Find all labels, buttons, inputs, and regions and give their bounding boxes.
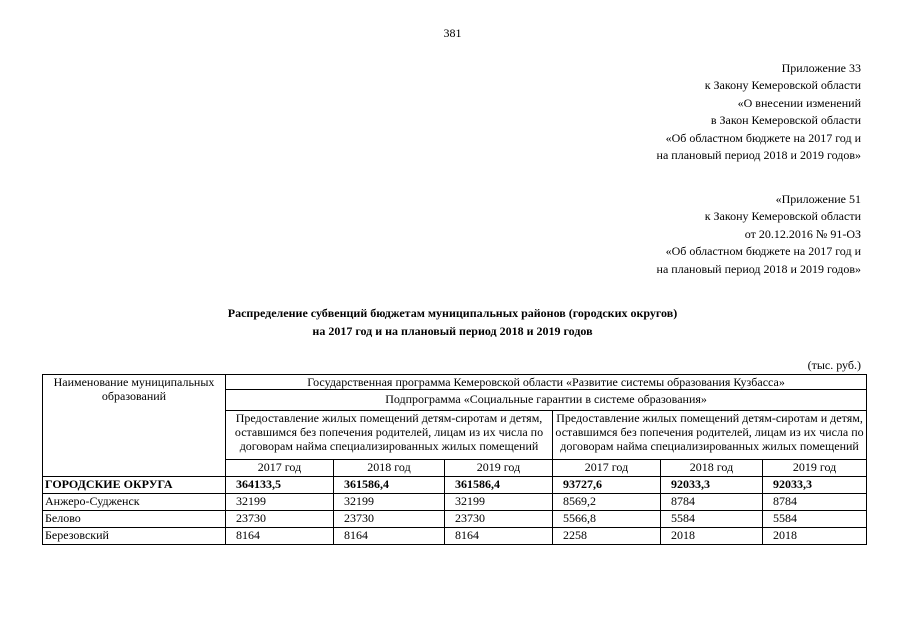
- row-name-cell: Анжеро-Судженск: [43, 494, 226, 511]
- value-cell: 361586,4: [445, 477, 553, 494]
- value-cell: 23730: [445, 511, 553, 528]
- appendix-33-line: к Закону Кемеровской области: [704, 78, 861, 93]
- year-header-cell: 2017 год: [226, 460, 334, 477]
- table-row: [43, 477, 867, 494]
- row-name-cell: Березовский: [43, 528, 226, 545]
- year-header-cell: 2019 год: [763, 460, 867, 477]
- value-cell: 2258: [553, 528, 661, 545]
- header-row-program: [43, 375, 867, 390]
- subvention-table: [42, 374, 867, 545]
- value-cell: 8569,2: [553, 494, 661, 511]
- value-cell: 32199: [226, 494, 334, 511]
- value-cell: 8164: [445, 528, 553, 545]
- page-number: 381: [443, 26, 462, 40]
- appendix-51-line: «Об областном бюджете на 2017 год и: [665, 244, 861, 259]
- value-cell: 8164: [334, 528, 445, 545]
- appendix-33-line: на плановый период 2018 и 2019 годов»: [656, 148, 861, 163]
- document-title: [0, 304, 905, 340]
- value-cell: 8164: [226, 528, 334, 545]
- table-row: [43, 494, 867, 511]
- appendix-33-line: Приложение 33: [781, 61, 861, 75]
- appendix-33-block: [657, 60, 861, 164]
- appendix-33-line: «Об областном бюджете на 2017 год и: [665, 130, 861, 145]
- program-header-cell: Государственная программа Кемеровской области «Развитие системы образования Кузбасса»: [226, 375, 867, 390]
- value-cell: 92033,3: [763, 477, 867, 494]
- value-cell: 8784: [763, 494, 867, 511]
- table-row: [43, 528, 867, 545]
- appendix-51-line: «Приложение 51: [775, 192, 861, 206]
- year-header-cell: 2017 год: [553, 460, 661, 477]
- year-header-cell: 2018 год: [661, 460, 763, 477]
- appendix-51-line: от 20.12.2016 № 91-ОЗ: [744, 226, 861, 241]
- value-cell: 23730: [226, 511, 334, 528]
- value-cell: 2018: [763, 528, 867, 545]
- value-cell: 93727,6: [553, 477, 661, 494]
- value-cell: 361586,4: [334, 477, 445, 494]
- value-cell: 5584: [763, 511, 867, 528]
- row-name-cell: ГОРОДСКИЕ ОКРУГА: [43, 477, 226, 494]
- value-cell: 2018: [661, 528, 763, 545]
- value-cell: 8784: [661, 494, 763, 511]
- appendix-33-line: в Закон Кемеровской области: [710, 113, 861, 128]
- table-row: [43, 511, 867, 528]
- value-cell: 92033,3: [661, 477, 763, 494]
- value-cell: 5584: [661, 511, 763, 528]
- year-header-cell: 2019 год: [445, 460, 553, 477]
- appendix-51-block: [657, 191, 861, 278]
- row-name-cell: Белово: [43, 511, 226, 528]
- value-cell: 32199: [445, 494, 553, 511]
- group-1-header-cell: Предоставление жилых помещений детям-сиротам и детям, оставшимся без попечения родителей, лицам из их числа по договорам найма специализированных жилых помещений: [226, 411, 553, 460]
- appendix-51-line: к Закону Кемеровской области: [704, 209, 861, 224]
- appendix-33-line: «О внесении изменений: [737, 95, 861, 110]
- units-label: (тыс. руб.): [807, 358, 861, 372]
- name-header-cell: Наименование муниципальных образований: [43, 375, 226, 477]
- subprogram-header-cell: Подпрограмма «Социальные гарантии в системе образования»: [226, 390, 867, 411]
- year-header-cell: 2018 год: [334, 460, 445, 477]
- document-title-line: Распределение субвенций бюджетам муниципальных районов (городских округов): [227, 306, 678, 320]
- group-2-header-cell: Предоставление жилых помещений детям-сиротам и детям, оставшимся без попечения родителей, лицам из их числа по договорам найма специализированных жилых помещений: [553, 411, 867, 460]
- appendix-51-line: на плановый период 2018 и 2019 годов»: [656, 261, 861, 276]
- value-cell: 5566,8: [553, 511, 661, 528]
- value-cell: 23730: [334, 511, 445, 528]
- value-cell: 32199: [334, 494, 445, 511]
- value-cell: 364133,5: [226, 477, 334, 494]
- document-title-line: на 2017 год и на плановый период 2018 и 2019 годов: [312, 324, 593, 338]
